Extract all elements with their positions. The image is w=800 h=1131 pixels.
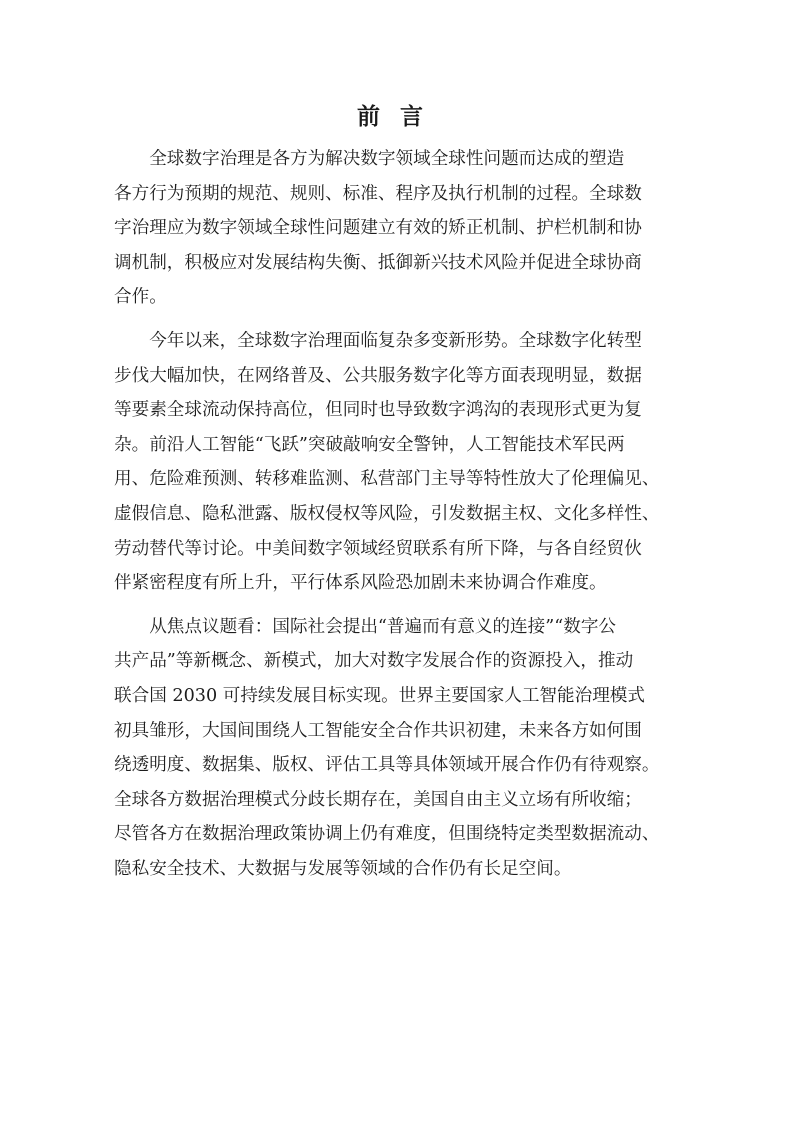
paragraph-line: 联合国 2030 可持续发展目标实现。世界主要国家人工智能治理模式 xyxy=(114,685,645,706)
body-text xyxy=(114,142,692,886)
paragraph-line: 等要素全球流动保持高位，但同时也导致数字鸿沟的表现形式更为复 xyxy=(114,400,642,421)
paragraph-line: 各方行为预期的规范、规则、标准、程序及执行机制的过程。全球数 xyxy=(114,183,642,204)
paragraph-line: 杂。前沿人工智能“飞跃”突破敲响安全警钟，人工智能技术军民两 xyxy=(114,434,625,455)
paragraph-line: 劳动替代等讨论。中美间数字领域经贸联系有所下降，与各自经贸伙 xyxy=(114,538,642,559)
paragraph-line: 隐私安全技术、大数据与发展等领域的合作仍有长足空间。 xyxy=(114,858,572,879)
paragraph-line: 尽管各方在数据治理政策协调上仍有难度，但围绕特定类型数据流动、 xyxy=(114,824,660,845)
page-title: 前言 xyxy=(357,104,443,130)
paragraph-line: 今年以来，全球数字治理面临复杂多变新形势。全球数字化转型 xyxy=(149,330,642,351)
paragraph-2 xyxy=(114,324,692,601)
paragraph-line: 合作。 xyxy=(114,287,167,308)
paragraph-line: 用、危险难预测、转移难监测、私营部门主导等特性放大了伦理偏见、 xyxy=(114,469,660,490)
paragraph-line: 字治理应为数字领域全球性问题建立有效的矫正机制、护栏机制和协 xyxy=(114,218,642,239)
paragraph-line: 初具雏形，大国间围绕人工智能安全合作共识初建，未来各方如何围 xyxy=(114,720,642,741)
paragraph-line: 伴紧密程度有所上升，平行体系风险恐加剧未来协调合作难度。 xyxy=(114,573,607,594)
paragraph-line: 共产品”等新概念、新模式，加大对数字发展合作的资源投入，推动 xyxy=(114,651,634,672)
paragraph-line: 绕透明度、数据集、版权、评估工具等具体领域开展合作仍有待观察。 xyxy=(114,755,660,776)
paragraph-line: 步伐大幅加快，在网络普及、公共服务数字化等方面表现明显，数据 xyxy=(114,365,642,386)
paragraph-line: 虚假信息、隐私泄露、版权侵权等风险，引发数据主权、文化多样性、 xyxy=(114,503,660,524)
paragraph-1 xyxy=(114,142,692,315)
paragraph-line: 调机制，积极应对发展结构失衡、抵御新兴技术风险并促进全球协商 xyxy=(114,252,642,273)
paragraph-3 xyxy=(114,610,692,887)
paragraph-line: 全球数字治理是各方为解决数字领域全球性问题而达成的塑造 xyxy=(149,149,625,169)
paragraph-line: 全球各方数据治理模式分歧长期存在，美国自由主义立场有所收缩； xyxy=(114,789,642,810)
paragraph-line: 从焦点议题看：国际社会提出“普遍而有意义的连接”“数字公 xyxy=(149,616,617,637)
